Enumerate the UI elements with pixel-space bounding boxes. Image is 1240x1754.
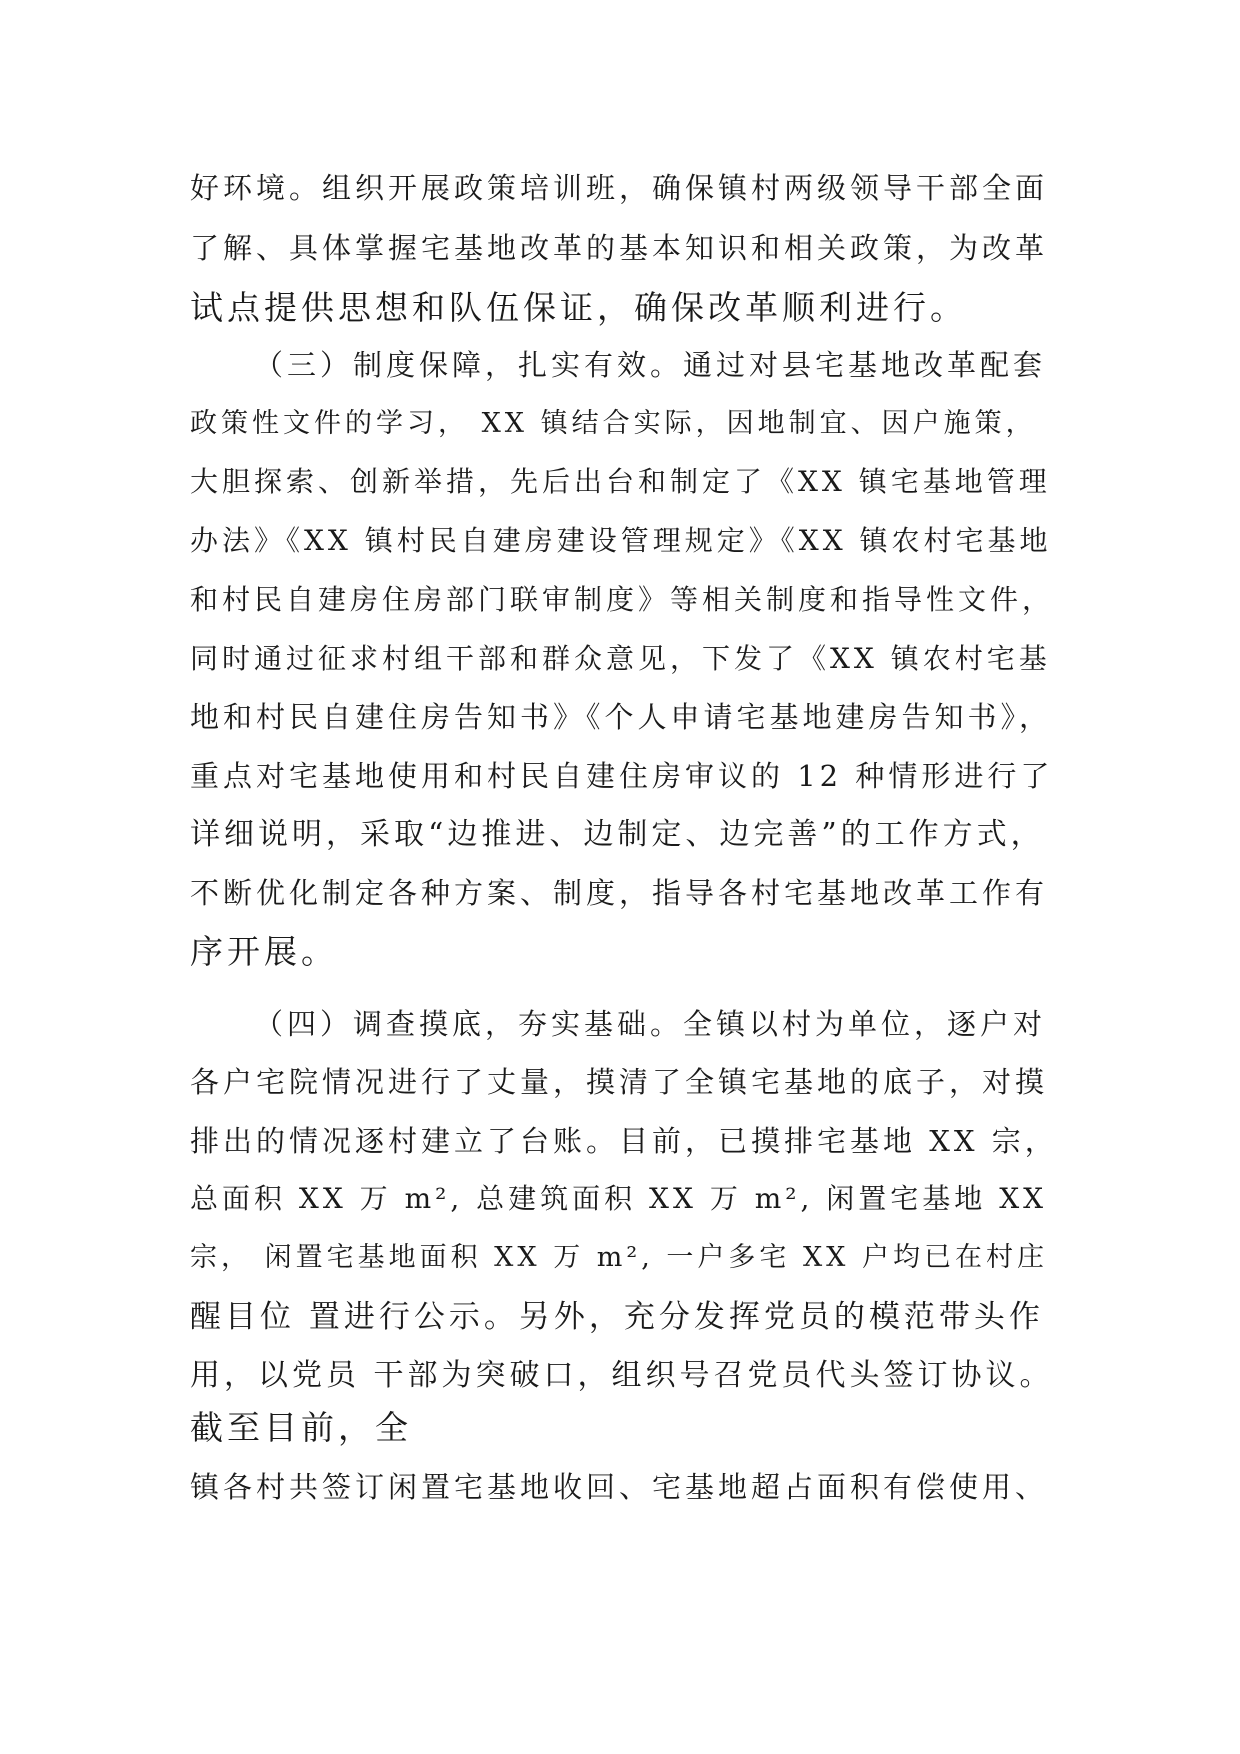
- body-line-5: 政策性文件的学习， XX 镇结合实际，因地制宜、因户施策，: [190, 408, 1037, 439]
- body-line-19: 宗， 闲置宅基地面积 XX 万 m², 一户多宅 XX 户均已在村庄: [190, 1242, 1048, 1273]
- body-line-11: 重点对宅基地使用和村民自建住房审议的 12 种情形进行了: [190, 759, 1054, 793]
- body-line-6: 大胆探索、创新举措，先后出台和制定了《XX 镇宅基地管理: [190, 465, 1051, 498]
- body-line-16: 各户宅院情况进行了丈量，摸清了全镇宅基地的底子，对摸: [190, 1065, 1049, 1099]
- body-line-14: 序开展。: [190, 932, 338, 971]
- body-line-7: 办法》《XX 镇村民自建房建设管理规定》《XX 镇农村宅基地: [190, 524, 1052, 557]
- body-line-17: 排出的情况逐村建立了台账。目前，已摸排宅基地 XX 宗，: [190, 1124, 1058, 1158]
- body-line-21: 用，以党员 干部为突破口，组织号召党员代头签订协议。: [190, 1358, 1054, 1393]
- body-line-23: 镇各村共签订闲置宅基地收回、宅基地超占面积有偿使用、: [190, 1470, 1049, 1504]
- body-line-18: 总面积 XX 万 m², 总建筑面积 XX 万 m², 闲置宅基地 XX: [190, 1182, 1048, 1215]
- body-line-13: 不断优化制定各种方案、制度，指导各村宅基地改革工作有: [190, 876, 1049, 910]
- body-line-22: 截至目前，全: [190, 1408, 412, 1447]
- section-4-heading-line: （四）调查摸底，夯实基础。全镇以村为单位，逐户对: [254, 1007, 1047, 1041]
- body-line-10: 地和村民自建住房告知书》《个人申请宅基地建房告知书》，: [190, 700, 1053, 734]
- body-line-1: 好环境。组织开展政策培训班，确保镇村两级领导干部全面: [190, 171, 1049, 205]
- body-line-20: 醒目位 置进行公示。另外，充分发挥党员的模范带头作: [190, 1299, 1044, 1335]
- body-line-12: 详细说明，采取“边推进、边制定、边完善”的工作方式，: [190, 817, 1045, 852]
- body-line-8: 和村民自建房住房部门联审制度》等相关制度和指导性文件，: [190, 583, 1055, 616]
- body-line-3: 试点提供思想和队伍保证，确保改革顺利进行。: [190, 288, 967, 327]
- section-3-heading-line: （三）制度保障，扎实有效。通过对县宅基地改革配套: [254, 348, 1047, 382]
- body-line-2: 了解、具体掌握宅基地改革的基本知识和相关政策，为改革: [190, 231, 1049, 265]
- body-line-9: 同时通过征求村组干部和群众意见，下发了《XX 镇农村宅基: [190, 642, 1051, 675]
